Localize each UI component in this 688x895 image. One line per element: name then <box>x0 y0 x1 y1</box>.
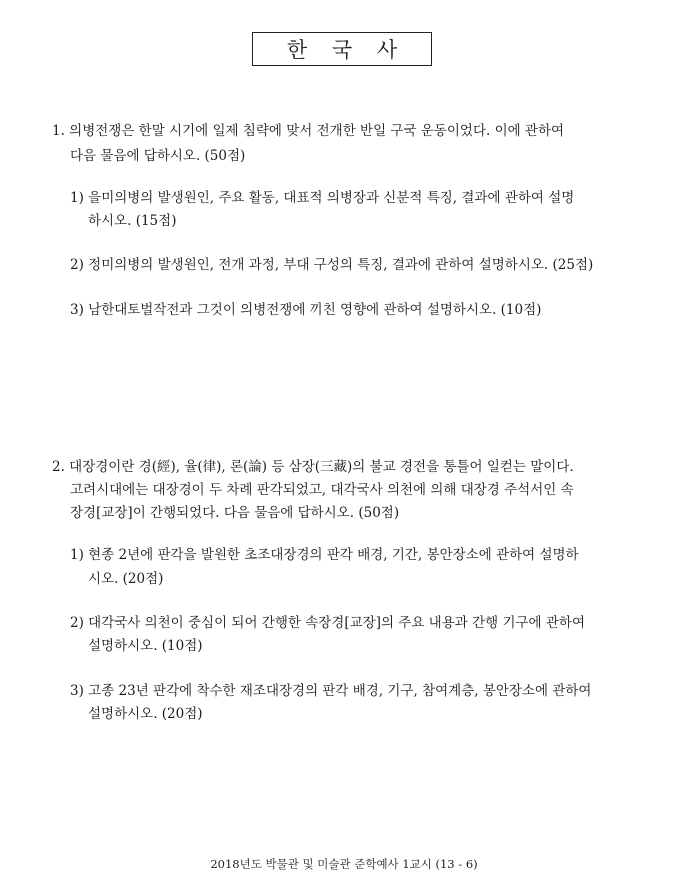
question-2-line-2: 고려시대에는 대장경이 두 차례 판각되었고, 대각국사 의천에 의해 대장경 주석서인 속 <box>70 482 574 498</box>
question-2-line-3: 장경[교장]이 간행되었다. 다음 물음에 답하시오. (50점) <box>70 505 400 521</box>
question-1-sub-1-line-2: 하시오. (15점) <box>88 213 177 229</box>
question-1-line-1: 1. 의병전쟁은 한말 시기에 일제 침략에 맞서 전개한 반일 구국 운동이었다. 이에 관하여 <box>52 123 565 139</box>
question-2-line-1: 2. 대장경이란 경(經), 율(律), 론(論) 등 삼장(三藏)의 불교 경전을 통틀어 일컫는 말이다. <box>52 459 574 475</box>
question-1-sub-1-line-1: 1) 을미의병의 발생원인, 주요 활동, 대표적 의병장과 신분적 특징, 결과에 관하여 설명 <box>70 190 575 206</box>
page-footer: 2018년도 박물관 및 미술관 준학예사 1교시 (13 - 6) <box>210 857 478 871</box>
question-2-sub-3-line-2: 설명하시오. (20점) <box>88 706 203 722</box>
question-1-sub-3-line-1: 3) 남한대토벌작전과 그것이 의병전쟁에 끼친 영향에 관하여 설명하시오. (10점) <box>70 302 542 318</box>
question-2-sub-1-line-1: 1) 현종 2년에 판각을 발원한 초조대장경의 판각 배경, 기간, 봉안장소에 관하여 설명하 <box>70 547 579 563</box>
question-2-sub-1-line-2: 시오. (20점) <box>88 571 164 587</box>
question-1-line-2: 다음 물음에 답하시오. (50점) <box>70 148 246 164</box>
question-2-sub-3-line-1: 3) 고종 23년 판각에 착수한 재조대장경의 판각 배경, 기구, 참여계층, 봉안장소에 관하여 <box>70 683 592 699</box>
question-1-sub-2-line-1: 2) 정미의병의 발생원인, 전개 과정, 부대 구성의 특징, 결과에 관하여 설명하시오. (25점) <box>70 257 594 273</box>
question-2-sub-2-line-1: 2) 대각국사 의천이 중심이 되어 간행한 속장경[교장]의 주요 내용과 간행 기구에 관하여 <box>70 615 585 631</box>
page-title: 한 국 사 <box>252 32 432 66</box>
question-2-sub-2-line-2: 설명하시오. (10점) <box>88 638 203 654</box>
